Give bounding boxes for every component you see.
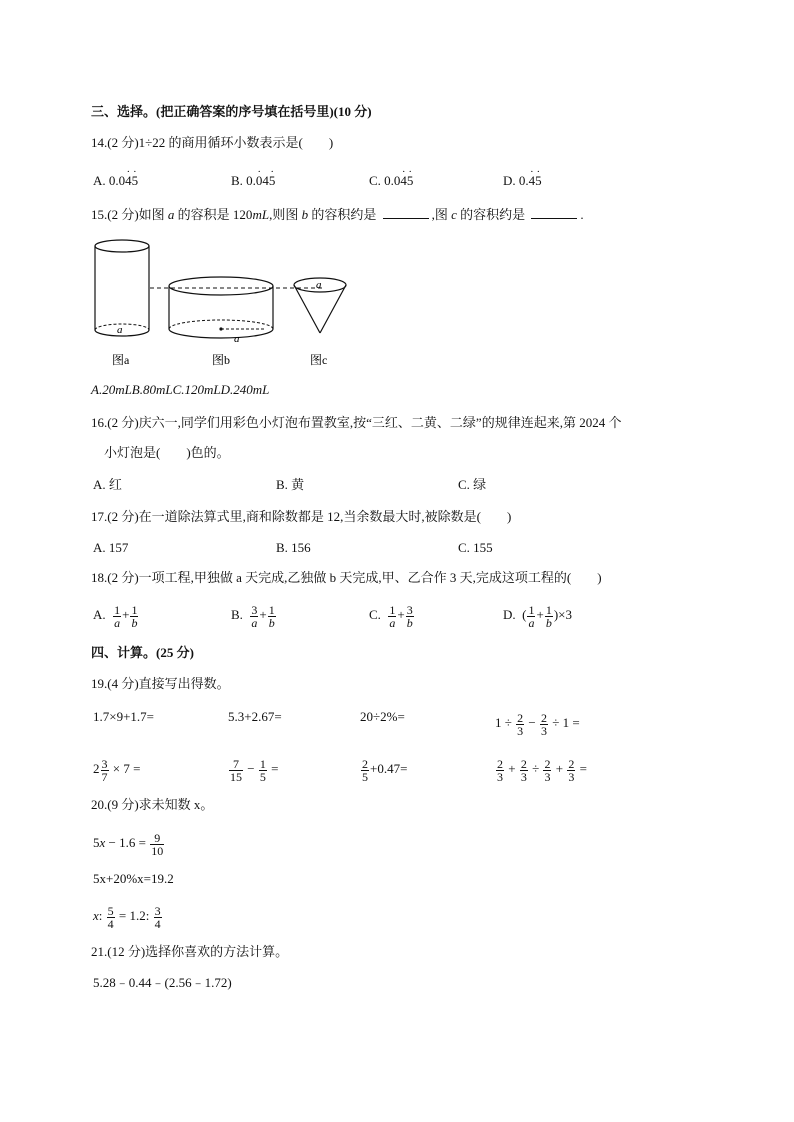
section-3-title: 三、选择。(把正确答案的序号填在括号里)(10 分) — [91, 104, 372, 119]
q19-r2-c3: $\frac{2}{5}$ +0.47= — [362, 756, 408, 784]
cylinder-b-mark: a — [234, 333, 240, 345]
q17-option-b: B. 156 — [276, 540, 311, 555]
q20-stem: 20.(9 分)求未知数 x。 — [91, 797, 214, 812]
fig-b-label: 图b — [212, 353, 231, 367]
q18-stem: 18.(2 分)一项工程,甲独做 a 天完成,乙独做 b 天完成,甲、乙合作 3 天,完成这项工程的( ) — [91, 570, 602, 585]
q20-eq-1: 5x − 1.6 = $\frac{9}{10}$ — [93, 830, 164, 858]
q19-r2-c2: $\frac{7}{15}$ − $\frac{1}{5}$ = — [230, 756, 279, 784]
cone-c — [294, 278, 346, 333]
fig-a-label: 图a — [112, 353, 130, 367]
q21-expression: 5.28﹣0.44﹣(2.56﹣1.72) — [93, 975, 232, 990]
fig-c-label: 图c — [310, 353, 328, 367]
q14-option-c: C. 0.0· 4· 5 — [369, 172, 413, 190]
q19-r1-c2: 5.3+2.67= — [228, 709, 282, 724]
cylinder-b — [169, 277, 273, 345]
cone-c-mark: a — [316, 279, 322, 291]
q16-option-b: B. 黄 — [276, 477, 305, 492]
q14-option-d: D. 0.· 4· 5 — [503, 172, 542, 190]
q19-r1-c3: 20÷2%= — [360, 709, 405, 724]
q20-eq-3: x: $\frac{5}{4}$ = 1.2: $\frac{3}{4}$ — [93, 903, 161, 931]
q19-r2-c1: 2 $\frac{3}{7}$ × 7 = — [93, 756, 141, 784]
q16-line-2: 小灯泡是( )色的。 — [104, 445, 230, 460]
q18-option-c: C. $\frac{1}{a}$ + $\frac{3}{b}$ — [369, 602, 413, 630]
q16-option-c: C. 绿 — [458, 477, 487, 492]
q17-stem: 17.(2 分)在一道除法算式里,商和除数都是 12,当余数最大时,被除数是( ) — [91, 509, 512, 524]
cylinder-a — [95, 240, 149, 336]
q15-answers: A.20mLB.80mLC.120mLD.240mL — [91, 382, 270, 397]
q15-blank-2[interactable] — [531, 206, 577, 219]
q15-figure — [88, 236, 358, 370]
q20-eq-2: 5x+20%x=19.2 — [93, 871, 174, 886]
q18-option-a: A. $\frac{1}{a}$ + $\frac{1}{b}$ — [93, 602, 138, 630]
q19-r2-c4: $\frac{2}{3}$ + $\frac{2}{3}$ ÷ $\frac{2}{3}$ + $\frac{2}{3}$ = — [497, 756, 587, 784]
q14-option-a: A. 0.0· 4· 5 — [93, 172, 138, 190]
cylinder-a-mark: a — [117, 324, 123, 336]
q15-blank-1[interactable] — [383, 206, 429, 219]
q16-option-a: A. 红 — [93, 477, 122, 492]
q17-option-c: C. 155 — [458, 540, 493, 555]
section-4-title: 四、计算。(25 分) — [91, 645, 194, 660]
q18-option-d: D. ( $\frac{1}{a}$ + $\frac{1}{b}$ )×3 — [503, 602, 573, 630]
q16-line-1: 16.(2 分)庆六一,同学们用彩色小灯泡布置教室,按“三红、二黄、二绿”的规律连起来,第 2024 个 — [91, 415, 622, 430]
q19-r1-c4: 1 ÷ $\frac{2}{3}$ − $\frac{2}{3}$ ÷ 1 = — [495, 710, 580, 738]
q15-stem: 15.(2 分)如图 a 的容积是 120mL,则图 b 的容积约是 ,图 c 的容积约是 . — [91, 207, 584, 222]
q17-option-a: A. 157 — [93, 540, 129, 555]
q19-stem: 19.(4 分)直接写出得数。 — [91, 676, 230, 691]
q21-stem: 21.(12 分)选择你喜欢的方法计算。 — [91, 944, 289, 959]
q19-r1-c1: 1.7×9+1.7= — [93, 709, 154, 724]
q14-option-b: B. 0.· 04· 5 — [231, 172, 275, 190]
q14-stem: 14.(2 分)1÷22 的商用循环小数表示是( ) — [91, 135, 334, 150]
q18-option-b: B. $\frac{3}{a}$ + $\frac{1}{b}$ — [231, 602, 275, 630]
